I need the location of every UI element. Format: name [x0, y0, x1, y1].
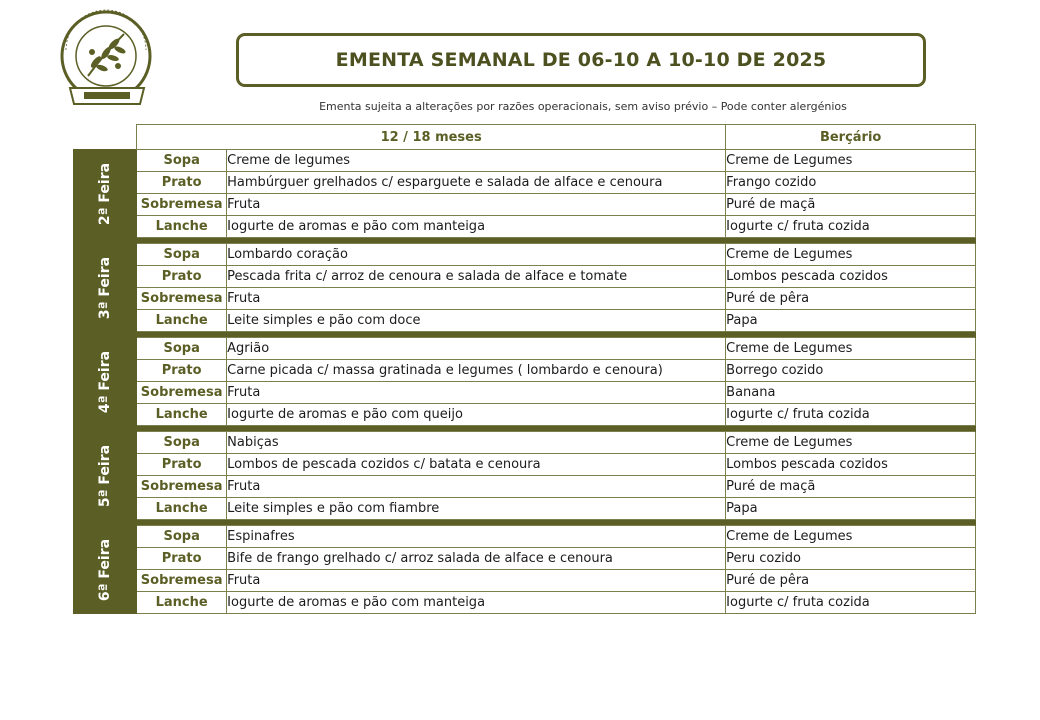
- nursery-dish: Banana: [726, 382, 976, 404]
- nursery-dish: Peru cozido: [726, 548, 976, 570]
- toddler-dish: Nabiças: [227, 432, 726, 454]
- toddler-dish: Agrião: [227, 338, 726, 360]
- toddler-dish: Iogurte de aromas e pão com queijo: [227, 404, 726, 426]
- corner-cell: [74, 125, 137, 150]
- meal-category: Lanche: [137, 592, 227, 614]
- nursery-dish: Puré de pêra: [726, 288, 976, 310]
- menu-row: [74, 432, 976, 454]
- toddler-dish: Lombardo coração: [227, 244, 726, 266]
- nursery-dish: Puré de maçã: [726, 194, 976, 216]
- nursery-dish: Creme de Legumes: [726, 338, 976, 360]
- menu-row: [74, 382, 976, 404]
- meal-category: Lanche: [137, 310, 227, 332]
- meal-category: Sobremesa: [137, 476, 227, 498]
- menu-row: [74, 454, 976, 476]
- meal-category: Prato: [137, 454, 227, 476]
- olive-branch-icon: [56, 6, 158, 114]
- menu-row: [74, 244, 976, 266]
- menu-row: [74, 360, 976, 382]
- toddler-dish: Bife de frango grelhado c/ arroz salada de alface e cenoura: [227, 548, 726, 570]
- nursery-column-header: Berçário: [726, 125, 976, 150]
- menu-row: [74, 310, 976, 332]
- menu-row: [74, 498, 976, 520]
- nursery-dish: Puré de maçã: [726, 476, 976, 498]
- nursery-dish: Iogurte c/ fruta cozida: [726, 216, 976, 238]
- meal-category: Prato: [137, 360, 227, 382]
- meal-category: Sobremesa: [137, 382, 227, 404]
- weekday-label: [74, 526, 137, 614]
- toddler-dish: Pescada frita c/ arroz de cenoura e salada de alface e tomate: [227, 266, 726, 288]
- age-column-header: 12 / 18 meses: [137, 125, 726, 150]
- nursery-dish: Lombos pescada cozidos: [726, 454, 976, 476]
- toddler-dish: Creme de legumes: [227, 150, 726, 172]
- weekday-text: 3ª Feira: [97, 256, 114, 319]
- title-box: [236, 33, 926, 87]
- nursery-dish: Creme de Legumes: [726, 526, 976, 548]
- meal-category: Sopa: [137, 150, 227, 172]
- menu-row: [74, 150, 976, 172]
- menu-row: [74, 288, 976, 310]
- menu-row: [74, 194, 976, 216]
- meal-category: Sopa: [137, 432, 227, 454]
- weekday-label: [74, 244, 137, 332]
- toddler-dish: Iogurte de aromas e pão com manteiga: [227, 216, 726, 238]
- menu-row: [74, 570, 976, 592]
- nursery-dish: Iogurte c/ fruta cozida: [726, 404, 976, 426]
- nursery-dish: Creme de Legumes: [726, 432, 976, 454]
- menu-row: [74, 548, 976, 570]
- menu-row: [74, 404, 976, 426]
- menu-row: [74, 476, 976, 498]
- weekday-text: 5ª Feira: [97, 444, 114, 507]
- nursery-dish: Puré de pêra: [726, 570, 976, 592]
- meal-category: Lanche: [137, 498, 227, 520]
- nursery-dish: Frango cozido: [726, 172, 976, 194]
- toddler-dish: Espinafres: [227, 526, 726, 548]
- meal-category: Prato: [137, 172, 227, 194]
- toddler-dish: Hambúrguer grelhados c/ esparguete e salada de alface e cenoura: [227, 172, 726, 194]
- weekday-text: 4ª Feira: [97, 350, 114, 413]
- weekday-label: [74, 338, 137, 426]
- nursery-dish: Borrego cozido: [726, 360, 976, 382]
- menu-title: EMENTA SEMANAL DE 06-10 A 10-10 DE 2025: [335, 49, 827, 71]
- toddler-dish: Leite simples e pão com doce: [227, 310, 726, 332]
- meal-category: Prato: [137, 266, 227, 288]
- meal-category: Sobremesa: [137, 288, 227, 310]
- menu-row: [74, 216, 976, 238]
- nursery-dish: Papa: [726, 498, 976, 520]
- toddler-dish: Leite simples e pão com fiambre: [227, 498, 726, 520]
- meal-category: Sopa: [137, 526, 227, 548]
- meal-category: Sopa: [137, 338, 227, 360]
- weekday-text: 2ª Feira: [97, 162, 114, 225]
- toddler-dish: Fruta: [227, 382, 726, 404]
- weekday-label: [74, 150, 137, 238]
- toddler-dish: Fruta: [227, 476, 726, 498]
- meal-category: Lanche: [137, 216, 227, 238]
- nursery-dish: Papa: [726, 310, 976, 332]
- toddler-dish: Iogurte de aromas e pão com manteiga: [227, 592, 726, 614]
- toddler-dish: Lombos de pescada cozidos c/ batata e cenoura: [227, 454, 726, 476]
- meal-category: Sobremesa: [137, 194, 227, 216]
- menu-row: [74, 592, 976, 614]
- toddler-dish: Fruta: [227, 288, 726, 310]
- institution-logo: [56, 6, 158, 114]
- nursery-dish: Creme de Legumes: [726, 150, 976, 172]
- weekday-text: 6ª Feira: [97, 538, 114, 601]
- meal-category: Lanche: [137, 404, 227, 426]
- nursery-dish: Lombos pescada cozidos: [726, 266, 976, 288]
- meal-category: Prato: [137, 548, 227, 570]
- meal-category: Sopa: [137, 244, 227, 266]
- menu-row: [74, 172, 976, 194]
- menu-row: [74, 338, 976, 360]
- disclaimer: Ementa sujeita a alterações por razões operacionais, sem aviso prévio – Pode conter alergénios: [319, 100, 847, 113]
- meal-category: Sobremesa: [137, 570, 227, 592]
- header-row: [74, 125, 976, 150]
- nursery-dish: Iogurte c/ fruta cozida: [726, 592, 976, 614]
- toddler-dish: Carne picada c/ massa gratinada e legumes ( lombardo e cenoura): [227, 360, 726, 382]
- weekly-menu-table: [73, 124, 976, 614]
- menu-row: [74, 266, 976, 288]
- toddler-dish: Fruta: [227, 194, 726, 216]
- menu-row: [74, 526, 976, 548]
- nursery-dish: Creme de Legumes: [726, 244, 976, 266]
- toddler-dish: Fruta: [227, 570, 726, 592]
- weekday-label: [74, 432, 137, 520]
